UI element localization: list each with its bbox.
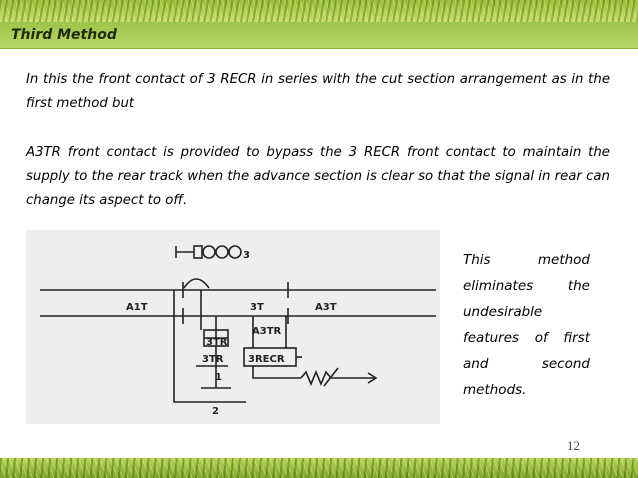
signal-lamp-3 [229, 246, 241, 258]
label-1: 1 [215, 372, 222, 383]
circuit-diagram-svg [26, 230, 440, 424]
header-grass-band [0, 0, 638, 22]
label-3tr-top: 3TR [206, 337, 228, 348]
signal-head [194, 246, 202, 258]
label-3recr: 3RECR [248, 354, 285, 365]
recr-lead [253, 366, 301, 378]
slide-title: Third Method [11, 27, 117, 43]
signal-lamp-1 [203, 246, 215, 258]
side-note: This method eliminates the undesirable features of first and second methods. [463, 252, 590, 398]
label-a3t: A3T [315, 302, 337, 313]
label-2: 2 [212, 406, 219, 417]
label-a1t: A1T [126, 302, 148, 313]
signal-lamp-2 [216, 246, 228, 258]
resistor-arrow [324, 368, 338, 386]
label-3tr-bottom: 3TR [202, 354, 224, 365]
paragraph-1: In this the front contact of 3 RECR in series with the cut section arrangement as in the first method but [26, 72, 610, 111]
circuit-diagram [26, 230, 440, 424]
page-number: 12 [567, 438, 580, 453]
label-3t: 3T [250, 302, 264, 313]
label-a3tr: A3TR [252, 326, 282, 337]
footer-grass-band [0, 458, 638, 478]
label-signal: 3 [243, 250, 250, 261]
bond-arc [184, 279, 209, 288]
paragraph-2: A3TR front contact is provided to bypass the 3 RECR front contact to maintain the supply to the rear track when the advance section is clear so that the signal in rear can change its aspect to off. [26, 145, 610, 208]
